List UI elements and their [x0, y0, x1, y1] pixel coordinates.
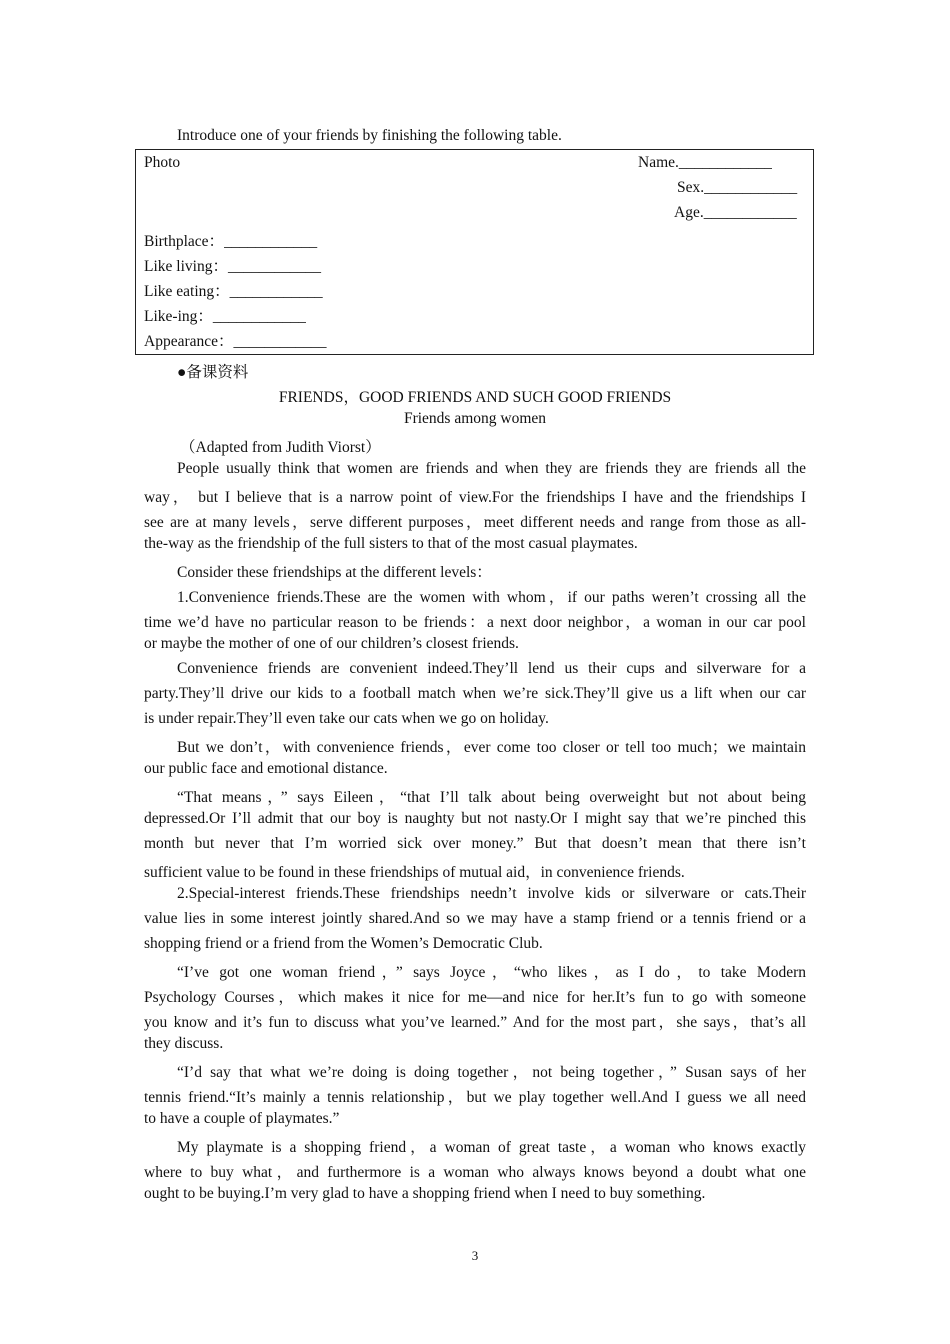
like-eating-field: [144, 279, 323, 301]
like-living-field: [144, 254, 321, 276]
like-ing-label: Like-ing：: [144, 308, 213, 325]
birthplace-blank: ____________: [224, 233, 318, 250]
text-line: 2.Special-interest friends.These friendships needn’t involve kids or silverware or cats.Their: [177, 885, 806, 902]
text-line: our public face and emotional distance.: [144, 760, 388, 777]
text-line: tennis friend.“It’s mainly a tennis relationship，but we play together well.And I guess we all need: [144, 1089, 806, 1106]
like-eating-blank: ____________: [229, 283, 323, 300]
text-line: they discuss.: [144, 1035, 224, 1052]
article-subtitle: Friends among women: [403, 410, 547, 427]
text-line: sufficient value to be found in these friendships of mutual aid，in convenience friends.: [144, 864, 685, 881]
text-line: shopping friend or a friend from the Women’s Democratic Club.: [144, 935, 543, 952]
sex-label: Sex.: [677, 179, 705, 196]
birthplace-label: Birthplace：: [144, 233, 225, 250]
text-line: Psychology Courses，which makes it nice for me—and nice for her.It’s fun to go with someone: [144, 989, 806, 1006]
name-blank: ____________: [678, 154, 772, 171]
text-line: or maybe the mother of one of our children’s closest friends.: [144, 635, 519, 652]
text-line: is under repair.They’ll even take our cats when we go on holiday.: [144, 710, 549, 727]
page-number: 3: [471, 1248, 479, 1263]
appearance-blank: ____________: [233, 333, 327, 350]
text-line: time we’d have no particular reason to be friends：a next door neighbor，a woman in our car pool: [144, 614, 806, 631]
like-living-blank: ____________: [227, 258, 321, 275]
birthplace-field: [144, 229, 317, 251]
text-line: you know and it’s fun to discuss what you’ve learned.” And for the most part，she says，that’s all: [144, 1014, 806, 1031]
text-line: the-way as the friendship of the full sisters to that of the most casual playmates.: [144, 535, 638, 552]
sex-blank: ____________: [704, 179, 798, 196]
friend-info-table: [135, 149, 814, 355]
age-label: Age.: [674, 204, 704, 221]
text-line: But we don’t，with convenience friends，ever come too closer or tell too much；we maintain: [177, 739, 806, 756]
text-line: month but never that I’m worried sick over money.” But that doesn’t mean that there isn’t: [144, 835, 806, 852]
age-blank: ____________: [703, 204, 797, 221]
name-label: Name.: [638, 154, 679, 171]
appearance-field: [144, 329, 327, 351]
text-line: party.They’ll drive our kids to a football match when we’re sick.They’ll give us a lift when our car: [144, 685, 806, 702]
age-field: [674, 204, 797, 222]
like-living-label: Like living：: [144, 258, 228, 275]
text-line: where to buy what，and furthermore is a woman who always knows beyond a doubt what one: [144, 1164, 806, 1181]
appearance-label: Appearance：: [144, 333, 234, 350]
sex-field: [677, 179, 797, 197]
text-line: My playmate is a shopping friend，a woman of great taste，a woman who knows exactly: [177, 1139, 806, 1156]
like-ing-blank: ____________: [212, 308, 306, 325]
text-line: Consider these friendships at the different levels：: [177, 564, 492, 581]
section-label: ●备课资料: [177, 364, 249, 381]
photo-label: Photo: [144, 154, 181, 171]
text-line: way， but I believe that is a narrow point of view.For the friendships I have and the friendships I: [144, 489, 806, 506]
text-line: “That means，” says Eileen，“that I’ll talk about being overweight but not about being: [177, 789, 806, 806]
like-ing-field: [144, 304, 306, 326]
text-line: depressed.Or I’ll admit that our boy is naughty but not nasty.Or I might say that we’re pinched this: [144, 810, 806, 827]
article-title: FRIENDS，GOOD FRIENDS AND SUCH GOOD FRIENDS: [278, 389, 672, 406]
text-line: Convenience friends are convenient indeed.They’ll lend us their cups and silverware for a: [177, 660, 806, 677]
text-line: “I’d say that what we’re doing is doing together，not being together，” Susan says of her: [177, 1064, 806, 1081]
text-line: People usually think that women are friends and when they are friends they are friends all the: [177, 460, 806, 477]
article-source: （Adapted from Judith Viorst）: [180, 439, 381, 456]
text-line: to have a couple of playmates.”: [144, 1110, 340, 1127]
text-line: ought to be buying.I’m very glad to have a shopping friend when I need to buy something.: [144, 1185, 706, 1202]
instruction-text: Introduce one of your friends by finishing the following table.: [177, 127, 562, 144]
text-line: “I’ve got one woman friend，” says Joyce，“who likes，as I do，to take Modern: [177, 964, 806, 981]
like-eating-label: Like eating：: [144, 283, 230, 300]
name-field: [638, 154, 772, 172]
text-line: value lies in some interest jointly shared.And so we may have a stamp friend or a tennis friend or a: [144, 910, 806, 927]
text-line: see are at many levels，serve different purposes，meet different needs and range from those as all-: [144, 514, 806, 531]
text-line: 1.Convenience friends.These are the women with whom，if our paths weren’t crossing all the: [177, 589, 806, 606]
